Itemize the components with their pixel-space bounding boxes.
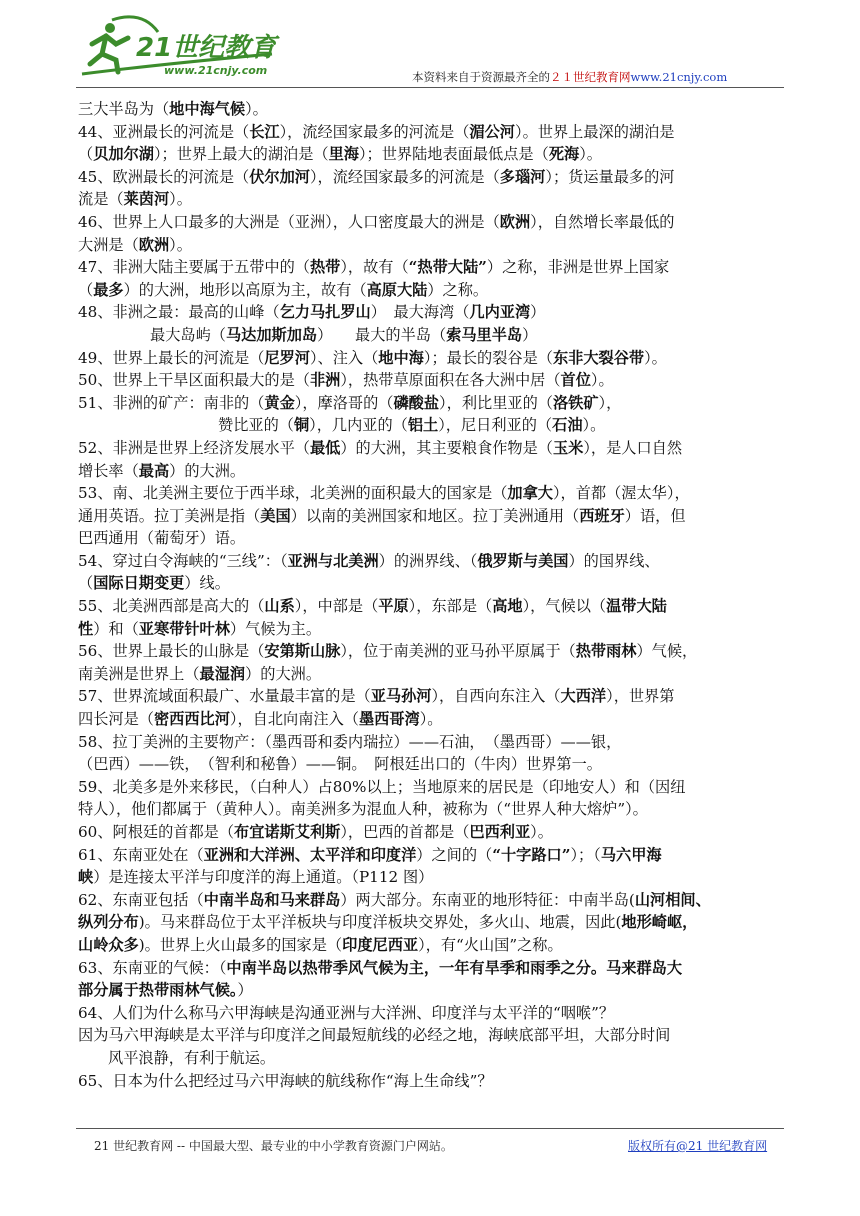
body-text: ）气候为主。 — [229, 619, 321, 638]
body-text: ）两大部分。东南亚的地形特征：中南半岛( — [340, 890, 635, 909]
header-note-site: ２１世纪教育网 — [550, 70, 631, 84]
body-text: 65、日本为什么把经过马六甲海峡的航线称作“海上生命线”？ — [78, 1071, 493, 1090]
text-line — [78, 1047, 790, 1070]
body-text: ）。 — [530, 823, 553, 841]
body-text: ）语，但 — [624, 506, 686, 525]
body-text: 通用英语。拉丁美洲是指（ — [78, 506, 261, 525]
text-line — [78, 369, 790, 392]
text-line — [78, 753, 790, 776]
answer-text: 巴西利亚 — [469, 823, 531, 841]
answer-text: 洛铁矿 — [552, 393, 599, 412]
body-text: )。马来群岛位于太平洋板块与印度洋板块交界处，多火山、地震，因此( — [138, 913, 622, 932]
text-line — [78, 301, 790, 324]
answer-text: 性 — [78, 619, 94, 638]
body-text: ）的国界线、 — [568, 551, 660, 570]
answer-text: 欧洲 — [499, 212, 531, 231]
text-line — [78, 347, 790, 370]
body-text: 四长河是（ — [78, 710, 154, 729]
answer-text: 安第斯山脉 — [264, 642, 341, 661]
answer-text: 亚马孙河 — [370, 687, 432, 706]
body-text: 60、阿根廷的首都是（ — [78, 823, 235, 841]
answer-text: 湄公河 — [469, 122, 515, 141]
answer-text: 温带大陆 — [606, 597, 667, 616]
text-line — [78, 414, 790, 437]
body-text: ）以南的美洲国家和地区。拉丁美洲通用（ — [290, 506, 580, 525]
body-text: ）；货运量最多的河 — [545, 167, 675, 186]
text-line — [78, 731, 790, 754]
text-line — [78, 324, 790, 347]
text-line — [78, 595, 790, 618]
body-text: ），有“火山国”之称。 — [418, 935, 563, 954]
body-text: 64、人们为什么称马六甲海峡是沟通亚洲与大洋洲、印度洋与太平洋的“咽喉”？ — [78, 1003, 615, 1022]
answer-text: 最高 — [138, 461, 170, 480]
answer-text: 石油 — [552, 416, 583, 435]
footer-copyright-link[interactable]: 版权所有@21 世纪教育网 — [628, 1139, 768, 1153]
body-text: ） 最大海湾（ — [370, 303, 470, 322]
text-line — [78, 234, 790, 257]
body-text: ）；（ — [570, 845, 601, 864]
body-text: 44、亚洲最长的河流是（ — [78, 122, 250, 141]
text-line — [78, 776, 790, 799]
text-line — [78, 821, 790, 844]
body-text: ）气候， — [636, 642, 698, 661]
body-text: ），流经国家最多的河流是（ — [309, 167, 500, 186]
body-text: ），位于南美洲的亚马孙平原属于（ — [340, 642, 576, 661]
body-text: ）， — [598, 393, 622, 412]
body-text: ）；世界陆地表面最低点是（ — [358, 145, 549, 164]
answer-text: 尼罗河 — [264, 348, 310, 367]
document-body — [78, 98, 790, 1092]
text-line — [78, 979, 790, 1002]
body-text: 三大半岛为（ — [78, 100, 170, 118]
body-text: ）、注入（ — [309, 348, 379, 367]
body-text: 流是（ — [78, 190, 124, 209]
body-text: ），热带草原面积在各大洲中居（ — [340, 371, 561, 390]
body-text: ），摩洛哥的（ — [294, 393, 394, 412]
body-text: ），自北向南注入（ — [229, 710, 359, 729]
body-text: )。世界上火山最多的国家是（ — [138, 935, 343, 954]
body-text: ），利比里亚的（ — [439, 393, 553, 412]
answer-text: 峡 — [78, 868, 94, 887]
body-text: 47、非洲大陆主要属于五带中的（ — [78, 258, 310, 277]
body-text: ）的大洲。 — [245, 664, 321, 683]
text-line — [78, 618, 790, 641]
body-text: ）。 — [582, 416, 606, 435]
text-line — [78, 640, 790, 663]
text-line — [78, 889, 790, 912]
body-text: ）之称，非洲是世界上国家 — [486, 258, 670, 277]
answer-text: 地中海气候 — [169, 100, 246, 118]
text-line — [78, 437, 790, 460]
answer-text: 几内亚湾 — [469, 303, 531, 322]
body-text: ）的大洲，其主要粮食作物是（ — [340, 438, 553, 457]
body-text: 特人），他们都属于（黄种人）。南美洲多为混血人种，被称为（“世界人种大熔炉”）。 — [78, 800, 648, 819]
body-text: 46、世界上人口最多的大洲是（亚洲），人口密度最大的洲是（ — [78, 212, 500, 231]
answer-text: 最低 — [309, 438, 341, 457]
answer-text: 印度尼西亚 — [342, 935, 419, 954]
answer-text: 布宜诺斯艾利斯 — [234, 823, 341, 841]
body-text: 巴西通用（葡萄牙）语。 — [78, 529, 246, 548]
text-line — [78, 1002, 790, 1025]
answer-text: 马达加斯加岛 — [225, 325, 318, 344]
text-line — [78, 1070, 790, 1093]
answer-text: 非洲 — [309, 371, 341, 390]
body-text: 49、世界上最长的河流是（ — [78, 348, 265, 367]
body-text: ）；世界上最大的湖泊是（ — [153, 145, 329, 164]
answer-text: 高地 — [492, 597, 523, 616]
body-text: ）。 — [169, 190, 192, 209]
answer-text: 高原大陆 — [366, 280, 428, 299]
answer-text: 山岭众多 — [78, 935, 139, 954]
body-text: 大洲是（ — [78, 235, 139, 254]
answer-text: 地形崎岖， — [621, 913, 698, 932]
answer-text: 长江 — [249, 122, 280, 141]
answer-text: 热带雨林 — [575, 642, 637, 661]
text-line — [78, 663, 790, 686]
answer-text: 马六甲海 — [600, 845, 662, 864]
header-note-link[interactable]: www.21cnjy.com — [630, 70, 728, 84]
body-text: ）。 — [169, 235, 192, 254]
answer-text: 国际日期变更 — [93, 574, 185, 593]
body-text: ）是连接太平洋与印度洋的海上通道。（P112 图） — [93, 868, 434, 887]
answer-text: 大西洋 — [560, 687, 607, 706]
body-text: ），是人口自然 — [583, 438, 683, 457]
body-text: 48、非洲之最：最高的山峰（ — [78, 303, 280, 322]
body-text: ），流经国家最多的河流是（ — [279, 122, 470, 141]
footer-divider — [76, 1128, 784, 1129]
body-text: ）。 — [419, 710, 443, 729]
body-text: ），自西向东注入（ — [431, 687, 561, 706]
text-line — [78, 460, 790, 483]
body-text: ）。 — [644, 348, 667, 367]
body-text: （ — [78, 280, 94, 299]
answer-text: 俄罗斯与美国 — [477, 551, 569, 570]
body-text: ）的大洲，地形以高原为主，故有（ — [123, 280, 367, 299]
text-line — [78, 392, 790, 415]
body-text: 54、穿过白令海峡的“三线”：（ — [78, 551, 288, 570]
body-text: 50、世界上干旱区面积最大的是（ — [78, 371, 310, 390]
text-line — [78, 708, 790, 731]
body-text: 赞比亚的（ — [218, 416, 294, 435]
text-line — [78, 121, 790, 144]
body-text: 45、欧洲最长的河流是（ — [78, 167, 250, 186]
text-line — [78, 211, 790, 234]
body-text: ）的大洲。 — [169, 461, 246, 480]
body-text: （ — [78, 145, 94, 164]
answer-text: 加拿大 — [507, 484, 553, 503]
body-text: ）之称。 — [427, 280, 489, 299]
header-note-prefix: 本资料来自于资源最齐全的 — [412, 70, 550, 84]
body-text: ） — [530, 303, 546, 322]
body-text: 因为马六甲海峡是太平洋与印度洋之间最短航线的必经之地，海峡底部平坦，大部分时间 — [78, 1026, 671, 1045]
answer-text: 铜 — [293, 416, 310, 435]
answer-text: 亚洲和大洋洲、太平洋和印度洋 — [203, 845, 417, 864]
body-text: ）之间的（ — [416, 845, 493, 864]
answer-text: 欧洲 — [138, 235, 170, 254]
answer-text: 地中海 — [378, 348, 424, 367]
footer-site-description: 21 世纪教育网 -- 中国最大型、最专业的中小学教育资源门户网站。 — [94, 1139, 453, 1153]
header-divider — [76, 87, 784, 88]
answer-text: 首位 — [560, 371, 591, 390]
answer-text: 山河相间、 — [634, 890, 711, 909]
answer-text: 墨西哥湾 — [358, 710, 420, 729]
text-line — [78, 143, 790, 166]
body-text: 最大岛屿（ — [150, 325, 226, 344]
answer-text: 乞力马扎罗山 — [279, 303, 371, 322]
answer-text: 黄金 — [264, 393, 295, 412]
text-line — [78, 798, 790, 821]
answer-text: 部分属于热带雨林气候。 — [78, 981, 238, 1000]
site-logo — [72, 14, 292, 80]
body-text: 59、北美多是外来移民，（白种人）占80%以上；当地原来的居民是（印地安人）和（因纽 — [78, 777, 686, 796]
body-text: 63、东南亚的气候：（ — [78, 958, 227, 977]
answer-text: 美国 — [260, 506, 291, 525]
answer-text: 多瑙河 — [499, 167, 546, 186]
body-text: 51、非洲的矿产：南非的（ — [78, 393, 265, 412]
body-text: ），自然增长率最低的 — [530, 212, 675, 231]
body-text: ） — [237, 981, 253, 1000]
body-text: （ — [78, 574, 94, 593]
answer-text: 伏尔加河 — [249, 167, 310, 186]
answer-text: 最多 — [93, 280, 124, 299]
text-line — [78, 527, 790, 550]
body-text: 61、东南亚处在（ — [78, 845, 204, 864]
text-line — [78, 256, 790, 279]
body-text: 风平浪静，有利于航运。 — [108, 1048, 276, 1067]
body-text: 62、东南亚包括（ — [78, 890, 204, 909]
body-text: ）和（ — [93, 619, 139, 638]
text-line — [78, 482, 790, 505]
body-text: ），世界第 — [606, 687, 675, 706]
text-line — [78, 911, 790, 934]
body-text: ），东部是（ — [408, 597, 493, 616]
text-line — [78, 505, 790, 528]
text-line — [78, 572, 790, 595]
answer-text: 磷酸盐 — [393, 393, 440, 412]
body-text: （巴西）——铁， （智利和秘鲁）——铜。 阿根廷出口的（牛肉）世界第一。 — [78, 755, 602, 774]
answer-text: 中南半岛和马来群岛 — [203, 890, 341, 909]
body-text: ）。世界上最深的湖泊是 — [514, 122, 675, 141]
text-line — [78, 844, 790, 867]
text-line — [78, 1024, 790, 1047]
body-text: 58、拉丁美洲的主要物产：（墨西哥和委内瑞拉）——石油， （墨西哥）——银， — [78, 732, 622, 751]
answer-text: 西班牙 — [579, 506, 625, 525]
answer-text: 热带 — [309, 258, 341, 277]
text-line — [78, 98, 790, 121]
body-text: ）；最长的裂谷是（ — [423, 348, 553, 367]
text-line — [78, 685, 790, 708]
answer-text: 平原 — [378, 597, 409, 616]
body-text: ），首都（渥太华）， — [552, 484, 690, 503]
text-line — [78, 934, 790, 957]
body-text: 增长率（ — [78, 461, 139, 480]
answer-text: 东非大裂谷带 — [552, 348, 645, 367]
body-text: ）的洲界线、（ — [378, 551, 478, 570]
text-line — [78, 957, 790, 980]
body-text: 55、北美洲西部是高大的（ — [78, 597, 265, 616]
text-line — [78, 866, 790, 889]
text-line — [78, 279, 790, 302]
svg-text:www.21cnjy.com: www.21cnjy.com — [164, 64, 268, 77]
body-text: ）。 — [245, 100, 268, 118]
answer-text: 密西西比河 — [153, 710, 230, 729]
body-text: 南美洲是世界上（ — [78, 664, 200, 683]
answer-text: 纵列分布 — [78, 913, 139, 932]
body-text: ）。 — [590, 371, 614, 390]
answer-text: 里海 — [328, 145, 359, 164]
answer-text: 山系 — [264, 597, 295, 616]
answer-text: 亚寒带针叶林 — [138, 619, 230, 638]
body-text: 57、世界流域面积最广、水量最丰富的是（ — [78, 687, 371, 706]
body-text: ），中部是（ — [294, 597, 379, 616]
text-line — [78, 550, 790, 573]
body-text: ） — [522, 325, 538, 344]
body-text: ），尼日利亚的（ — [438, 416, 553, 435]
body-text: ）。 — [579, 145, 602, 164]
body-text: ），巴西的首都是（ — [340, 823, 470, 841]
body-text: ），几内亚的（ — [309, 416, 408, 435]
answer-text: 贝加尔湖 — [93, 145, 154, 164]
answer-text: 莱茵河 — [123, 190, 170, 209]
answer-text: 死海 — [548, 145, 580, 164]
body-text: ），气候以（ — [522, 597, 607, 616]
body-text: 52、非洲是世界上经济发展水平（ — [78, 438, 310, 457]
answer-text: 中南半岛以热带季风气候为主，一年有旱季和雨季之分。马来群岛大 — [226, 958, 683, 977]
answer-text: 玉米 — [552, 438, 584, 457]
header-source-note — [412, 69, 727, 85]
text-line — [78, 188, 790, 211]
answer-text: 亚洲与北美洲 — [287, 551, 379, 570]
body-text: 56、世界上最长的山脉是（ — [78, 642, 265, 661]
body-text: ）线。 — [184, 574, 230, 593]
body-text: 53、南、北美洲主要位于西半球，北美洲的面积最大的国家是（ — [78, 484, 508, 503]
answer-text: 铝土 — [407, 416, 439, 435]
body-text: ），故有（ — [340, 258, 409, 277]
answer-text: “热带大陆” — [408, 258, 487, 277]
page-header — [0, 0, 860, 92]
answer-text: “十字路口” — [492, 845, 571, 864]
text-line — [78, 166, 790, 189]
answer-text: 最湿润 — [199, 664, 246, 683]
answer-text: 索马里半岛 — [446, 325, 523, 344]
svg-text:21世纪教育: 21世纪教育 — [136, 33, 277, 63]
body-text: ） 最大的半岛（ — [317, 325, 447, 344]
